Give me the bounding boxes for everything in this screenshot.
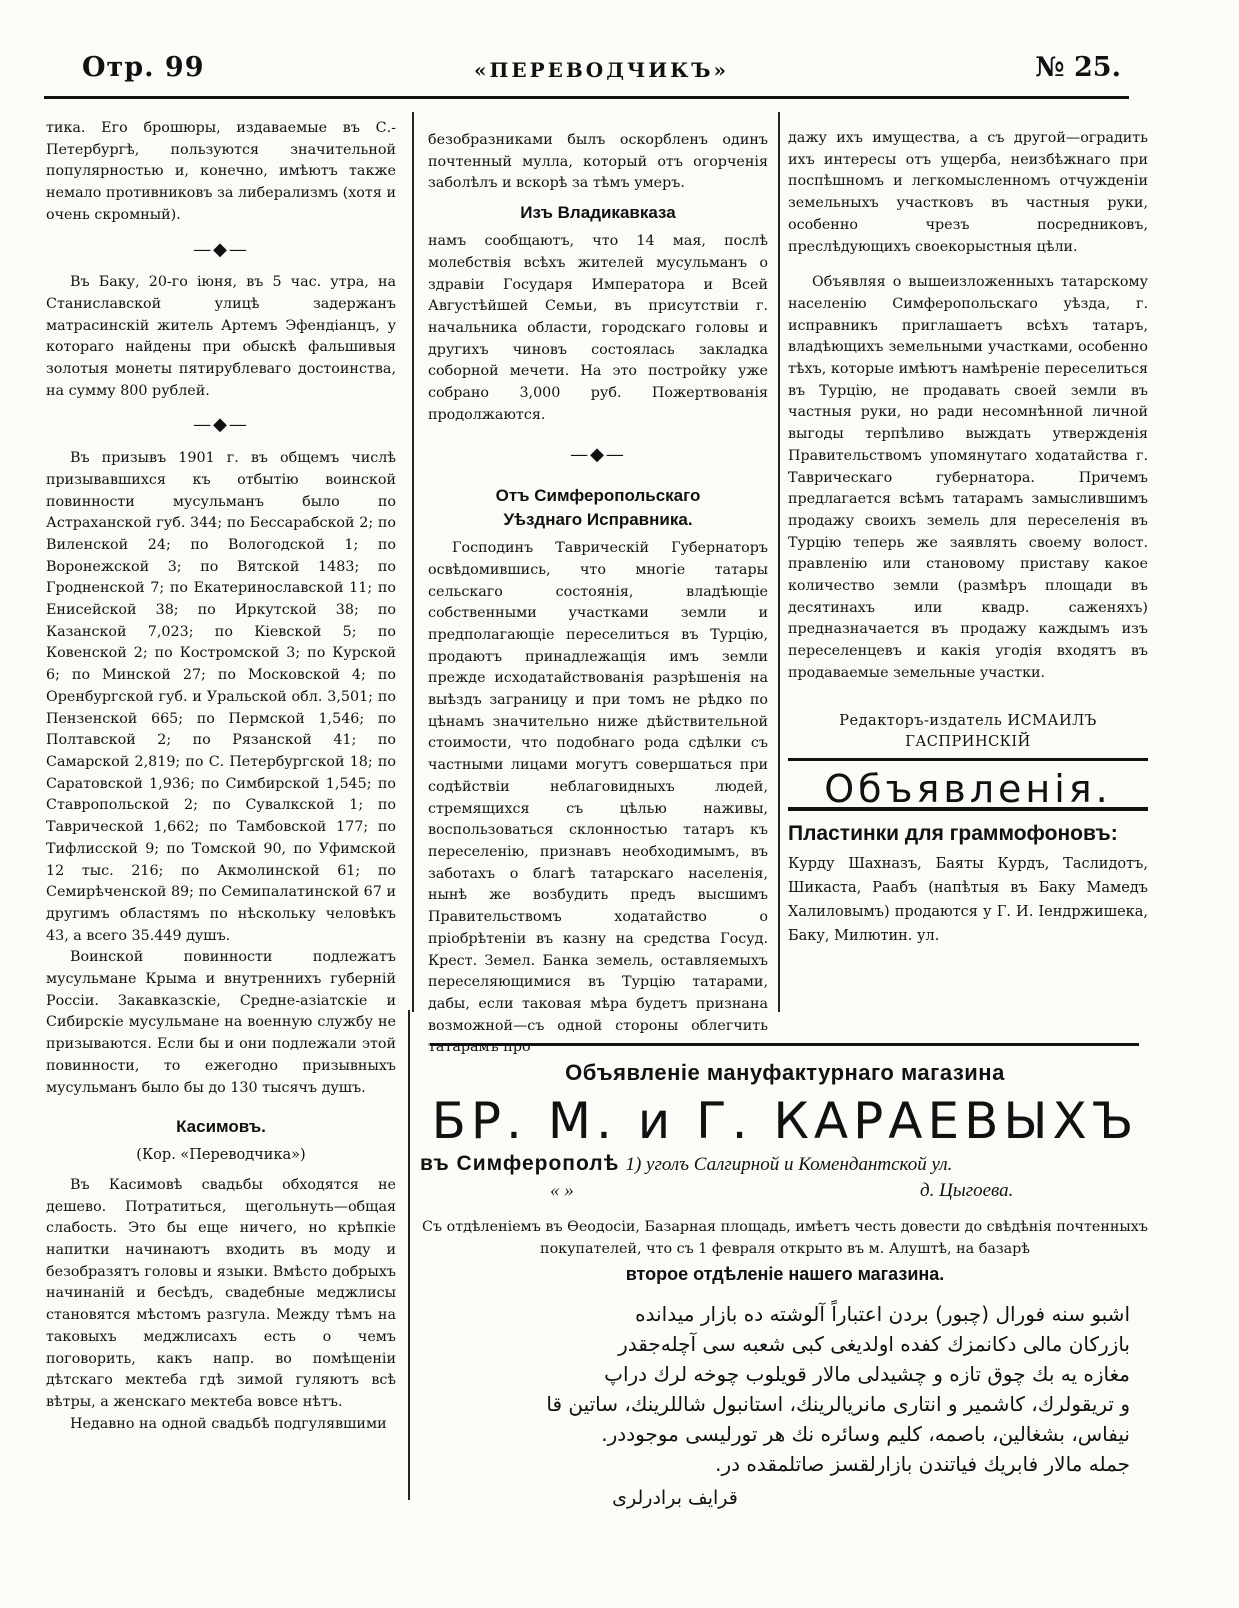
separator-ornament: —◆—	[193, 414, 249, 436]
page-number: Отр. 99	[82, 52, 205, 83]
ad-company-name: БР. М. и Г. КАРАЕВЫХЪ	[431, 1092, 1139, 1150]
column-divider-2	[778, 112, 780, 1012]
arabic-line: و تریقولرك، کاشمیر و انتاری مانریالرینك، استانبول شاللرینك، ساتین قا	[546, 1392, 1130, 1416]
ads-heading: Объявленія.	[824, 766, 1112, 811]
section-heading: Отъ Симферопольскаго Уѣзднаго Исправника.	[495, 486, 701, 530]
article-text: Въ Баку, 20-го іюня, въ 5 час. утра, на Станиславской улицѣ задержанъ матрасинскій житель Артемъ Эфендіанцъ, у котораго найдены при обыскѣ фальшивыя золотыя монеты пятирублеваго достоинства, на сумму 800 рублей.	[46, 274, 396, 399]
ad-heading: Объявленіе мануфактурнаго магазина	[565, 1060, 1005, 1085]
ad-announcement: Съ отдѣленіемъ въ Ѳеодосіи, Базарная площадь, имѣетъ честь довести до свѣдѣнія почтенныхъ покупателей, что съ 1 февраля открыто въ м. Алуштѣ, на базарѣ	[422, 1219, 1148, 1257]
column-divider-1	[412, 112, 414, 1012]
ad-house: д. Цыгоева.	[920, 1180, 1014, 1201]
editor-line: Редакторъ-издатель ИСМАИЛЪ ГАСПРИНСКІЙ	[788, 707, 1148, 761]
article-text: Объявляя о вышеизложенныхъ татарскому населенію Симферопольскаго уѣзда, г. исправникъ приглашаетъ всѣхъ татаръ, владѣющихъ земельными участками, особенно тѣхъ, которые имѣютъ намѣреніе переселиться въ Турцію, не продавать своей земли въ частныя руки, но ради несомнѣнной личной выгоды терпѣливо выждать утвержденія Правительствомъ упомянутаго ходатайства г. Таврическаго губернатора. Причемъ предлагается всѣмъ татарамъ замыслившимъ продажу своихъ земель для переселенія въ Турцію теперь же заявлять своему волост. правленію или становому приставу какое количество земли (размѣръ площади въ десятинахъ или квадр. саженяхъ) предназначается въ продажу каждымъ изъ переселенцевъ и какія угодія входятъ въ продаваемые земельные участки.	[788, 274, 1148, 681]
column-3	[788, 128, 1148, 948]
arabic-line: اشبو سنه فورال (چبور) بردن اعتباراً آلوشته ده بازار میدانده	[635, 1302, 1130, 1326]
newspaper-title: «ПЕРЕВОДЧИКЪ»	[473, 58, 729, 82]
gramophone-ad-text: Курду Шахназъ, Баяты Курдъ, Таслидотъ, Шикаста, Раабъ (напѣтыя въ Баку Мамедъ Халиловымъ) продаются у Г. И. Іендржишека, Баку, Милютин. ул.	[788, 856, 1148, 945]
karaev-advertisement	[420, 1052, 1150, 1509]
article-text: безобразниками былъ оскорбленъ одинъ почтенный мулла, который отъ огорченія заболѣлъ и вскорѣ за тѣмъ умеръ.	[428, 132, 768, 192]
ad-arabic-text	[420, 1299, 1150, 1479]
article-text: Господинъ Таврическій Губернаторъ освѣдомившись, что многіе татары сельскаго состоянія, владѣющіе собственными участками земли и предполагающіе переселиться въ Турцію, продаютъ принадлежащія имъ земли прежде исходатайствованія разрѣшенія на выѣздъ заграницу и при томъ не рѣдко по цѣнамъ значительно ниже дѣйствительной стоимости, что подобнаго рода сдѣлки съ частными лицами могутъ совершаться при содѣйствіи неблаговидныхъ людей, стремящихся съ цѣлью наживы, воспользоваться склонностью татаръ къ переселенію, признавъ необходимымъ, въ заботахъ о благѣ татарскаго населенія, нынѣ же возбудить предъ высшимъ Правительствомъ ходатайство о пріобрѣтеніи въ казну на средства Госуд. Крест. Земел. Банка земель, оставляемыхъ переселяющимися въ Турцію татарами, дабы, если таковая мѣра будетъ признана возможной—съ одной стороны облегчить татарамъ про	[428, 540, 768, 1056]
arabic-line: مغازه یه بك چوق تازه و چشیدلی مالار قویلوب چوخه لرك دراپ	[604, 1362, 1130, 1386]
ad-branch: второе отдѣленіе нашего магазина.	[625, 1264, 945, 1284]
section-heading: Касимовъ.	[176, 1117, 266, 1137]
issue-number: № 25.	[1035, 52, 1121, 83]
article-text: Въ призывъ 1901 г. въ общемъ числѣ призывавшихся къ отбытію воинской повинности мусульманъ было по Астраханской губ. 344; по Бессарабской 2; по Виленской 24; по Вологодской 1; по Воронежской 3; по Вятской 1483; по Гродненской 7; по Екатеринославской 11; по Енисейской 38; по Иркутской 38; по Казанской 7,023; по Кіевской 5; по Ковенской 2; по Костромской 3; по Курской 6; по Минской 27; по Московской 4; по Оренбургской губ. и Уральской обл. 3,501; по Пензенской 665; по Пермской 1,546; по Полтавской 2; по Рязанской 41; по Самарской 2,819; по С. Петербургской 18; по Саратовской 1,936; по Симбирской 1,545; по Ставропольской 2; по Сувалкской 1; по Таврической 1,662; по Тамбовской 177; по Тифлисской 9; по Томской 90, по Уфимской 12 тыс. 216; по Акмолинской 61; по Семирѣченской 89; по Семипалатинской 67 и другимъ областямъ по нѣскольку человѣкъ 43, а всего 35.449 душъ.	[46, 450, 396, 944]
ad-rule	[430, 1043, 1139, 1046]
article-text: дажу ихъ имущества, а съ другой—оградить ихъ интересы отъ ущерба, неизбѣжнаго при поспѣшномъ и легкомысленномъ отчужденіи земельныхъ участковъ въ частныя руки, особенно чрезъ посредниковъ, преслѣдующихъ своекорыстныя цѣли.	[788, 130, 1148, 255]
arabic-line: بازرکان مالی دکانمزك کفده اولدیغی کبی شعبه سی آچلەجقدر	[618, 1332, 1130, 1356]
article-text: Недавно на одной свадьбѣ подгулявшими	[70, 1415, 387, 1432]
ad-signature: قرایف برادرلری	[612, 1487, 738, 1509]
ad-address	[420, 1152, 1150, 1176]
column-divider-1-lower	[408, 1010, 410, 1500]
arabic-line: نیفاس، بشغالین، باصمه، کلیم وسائره نك هر تورلیسی موجوددر.	[601, 1422, 1130, 1446]
article-text: Въ Касимовѣ свадьбы обходятся не дешево. Потратиться, щегольнуть—общая слабость. Это бы еще ничего, но крѣпкіе напитки начинаютъ входить въ моду и безобразятъ головы и языки. Вмѣсто добрыхъ начинаній и бесѣдъ, свадебные меджлисы становятся мѣстомъ разгула. Между тѣмъ на таковыхъ меджлисахъ есть о чемъ поговорить, какъ напр. во помѣщеніи дѣтскаго мектеба гдѣ зимой гуляютъ всѣ вѣтры, а женскаго мектеба вовсе нѣтъ.	[46, 1176, 396, 1410]
section-subheading: (Кор. «Переводчика»)	[136, 1147, 306, 1164]
page-header	[82, 44, 1121, 92]
separator-ornament: —◆—	[570, 444, 626, 466]
gramophone-ad-title: Пластинки для граммофоновъ:	[788, 821, 1118, 845]
header-rule	[44, 96, 1129, 99]
article-text: Воинской повинности подлежатъ мусульмане Крыма и внутреннихъ губерній Россіи. Закавказскіе, Средне-азіатскіе и Сибирскіе мусульмане на военную службу не призываются. Если бы и они подлежали этой повинности, то ежегодно призывныхъ мусульманъ было бы до 130 тысячъ душъ.	[46, 949, 396, 1096]
ad-address-line-2	[420, 1180, 1150, 1204]
section-heading: Изъ Владикавказа	[520, 203, 676, 223]
arabic-line: جمله مالار فابریك فیاتندن بازارلقسز صاتلمقده در.	[715, 1452, 1130, 1476]
ad-street: 1) уголъ Салгирной и Комендантской ул.	[625, 1154, 953, 1175]
article-text: тика. Его брошюры, издаваемые въ С.-Петербургѣ, пользуются значительной популярностью и, конечно, имѣютъ также немало противниковъ за либерализмъ (хотя и очень скромный).	[46, 120, 396, 223]
separator-ornament: —◆—	[193, 238, 249, 260]
column-1	[46, 118, 396, 1435]
ad-city: въ Симферополѣ	[420, 1152, 620, 1175]
column-2	[428, 130, 768, 1059]
ad-quote-marks: « »	[550, 1180, 574, 1201]
article-text: намъ сообщаютъ, что 14 мая, послѣ молебствія всѣхъ жителей мусульманъ о здравіи Государя Императора и Всей Августѣйшей Семьи, въ присутствіи г. начальника области, городскаго головы и другихъ чиновъ состоялась закладка соборной мечети. На это постройку уже собрано 3,000 руб. Пожертвованія продолжаются.	[428, 233, 768, 423]
